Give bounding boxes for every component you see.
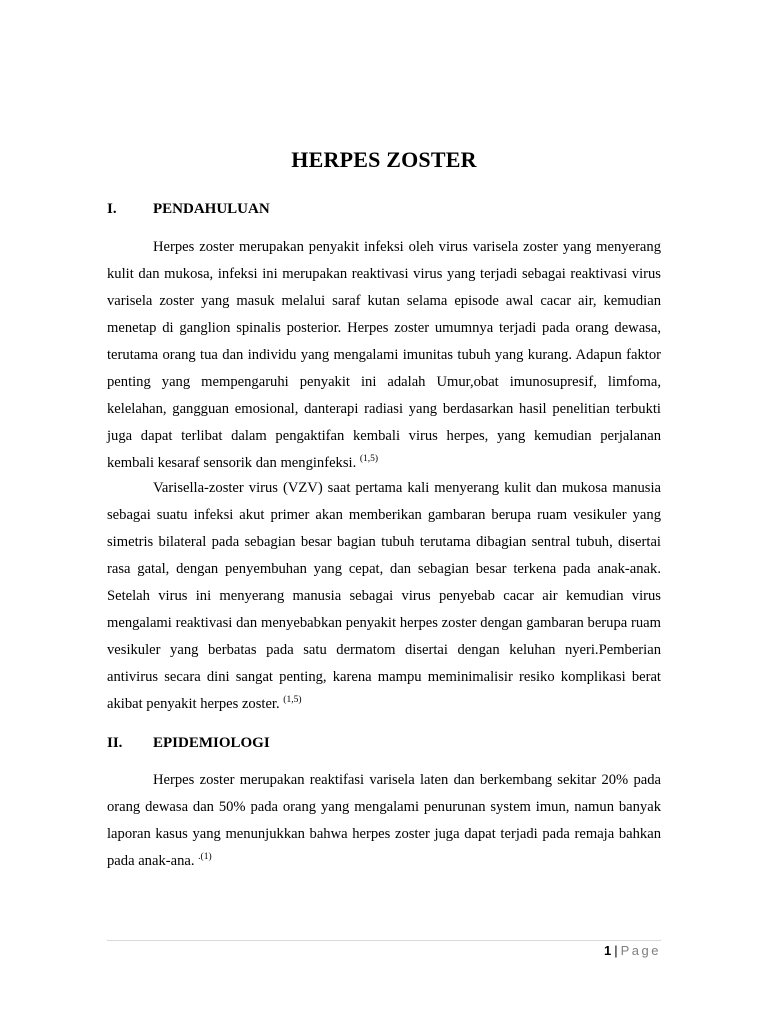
paragraph-text: Herpes zoster merupakan penyakit infeksi oleh virus varisela zoster yang menyerang kulit dan mukosa, infeksi ini merupakan reaktivasi virus yang terjadi sebagai reaktivasi virus varisela zoster yang masuk melalui saraf kutan selama episode awal cacar air, kemudian menetap di ganglion spinalis posterior. Herpes zoster umumnya terjadi pada orang dewasa, terutama orang tua dan individu yang mengalami imunitas tubuh yang kurang. Adapun faktor penting yang mempengaruhi penyakit ini adalah Umur,obat imunosupresif, limfoma, kelelahan, gangguan emosional, danterapi radiasi yang berdasarkan hasil penelitian terbukti juga dapat terlibat dalam pengaktifan kembali virus herpes, yang kemudian perjalanan kembali kesaraf sensorik dan menginfeksi. <box>107 239 661 471</box>
page-number: 1 <box>604 943 612 958</box>
section-heading-pendahuluan <box>107 201 270 218</box>
paragraph-pendahuluan-2 <box>107 475 661 718</box>
page-label: Page <box>620 943 661 958</box>
section-heading-epidemiologi <box>107 735 270 752</box>
paragraph-text: Varisella-zoster virus (VZV) saat pertama kali menyerang kulit dan mukosa manusia sebagai suatu infeksi akut primer akan memberikan gambaran berupa ruam vesikuler yang simetris bilateral pada sebagian besar bagian tubuh terutama dibagian sentral tubuh, disertai rasa gatal, dengan penyembuhan yang cepat, dan sebagian besar terkena pada anak-anak. Setelah virus ini menyerang manusia sebagai virus penyebab cacar air kemudian virus mengalami reaktivasi dan menyebabkan penyakit herpes zoster dengan gambaran berupa ruam vesikuler yang berbatas pada satu dermatom disertai dengan keluhan nyeri.Pemberian antivirus secara dini sangat penting, karena mampu meminimalisir resiko komplikasi berat akibat penyakit herpes zoster. <box>107 480 661 712</box>
paragraph-pendahuluan-1 <box>107 234 661 477</box>
section-number: I. <box>107 201 117 217</box>
paragraph-epidemiologi-1 <box>107 767 661 875</box>
page-footer <box>604 943 661 958</box>
citation-marker: (1,5) <box>283 695 302 705</box>
paragraph-text: Herpes zoster merupakan reaktifasi varisela laten dan berkembang sekitar 20% pada orang dewasa dan 50% pada orang yang mengalami penurunan system imun, namun banyak laporan kasus yang menunjukkan bahwa herpes zoster juga dapat terjadi pada remaja bahkan pada anak-ana. <box>107 772 661 869</box>
footer-separator: | <box>614 943 618 958</box>
document-title: HERPES ZOSTER <box>291 147 477 172</box>
section-title: EPIDEMIOLOGI <box>153 735 270 751</box>
citation-marker: .(1) <box>198 852 212 862</box>
section-number: II. <box>107 735 123 751</box>
footer-divider <box>107 940 661 941</box>
citation-marker: (1,5) <box>359 454 379 464</box>
document-page <box>107 0 661 1024</box>
section-title: PENDAHULUAN <box>153 201 270 217</box>
